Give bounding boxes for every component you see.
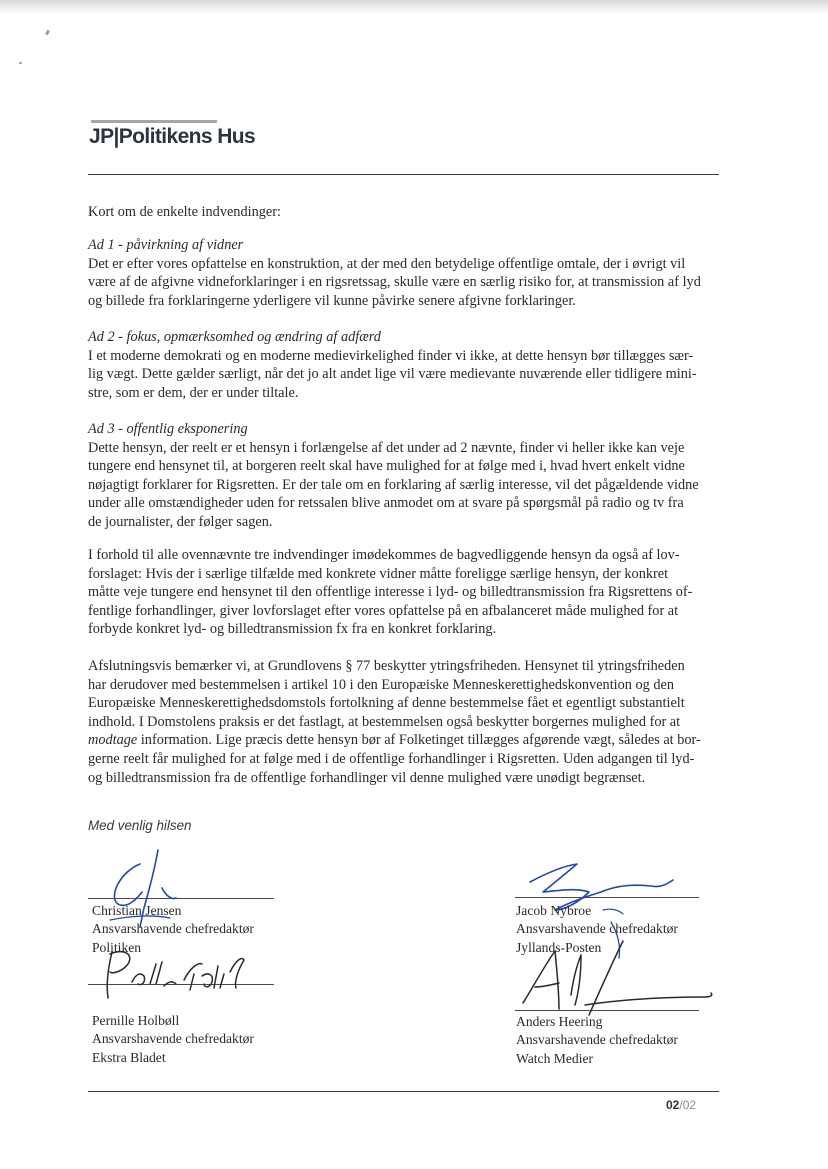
paragraph-line: forslaget: Hvis der i særlige tilfælde med konkrete vidner måtte foreligge særlige hensyn, der konkret: [88, 565, 669, 582]
signatory-outlet: Politiken: [92, 939, 142, 955]
paragraph-line: indhold. I Domstolens praksis er det fastlagt, at bestemmelsen også beskytter borgernes mulighed for at: [88, 713, 681, 730]
signatory-title: Ansvarshavende chefredaktør: [516, 1032, 678, 1048]
signatory-name: Anders Heering: [516, 1014, 603, 1029]
section-3: [88, 420, 718, 532]
signatory-outlet: Ekstra Bladet: [92, 1049, 166, 1065]
intro-text: Kort om de enkelte indvendinger:: [88, 204, 281, 220]
signature-anders-heering: [515, 935, 725, 1025]
closing-greeting: Med venlig hilsen: [88, 818, 192, 833]
signatory-outlet: Jyllands-Posten: [516, 939, 602, 955]
scan-speck: [45, 30, 50, 36]
paragraph-line: Afslutningsvis bemærker vi, at Grundlovens § 77 beskytter ytringsfriheden. Hensynet til ytringsfriheden: [88, 658, 685, 674]
paragraph-line: måtte veje tungere end hensynet til den offentlige interesse i lyd- og billedtransmission fra Rigsrettens of-: [88, 584, 693, 601]
paragraph-line-rest: information. Lige præcis dette hensyn bør af Folketinget tillægges afgørende vægt, således at bor-: [137, 732, 701, 749]
page-separator: /: [679, 1098, 683, 1112]
section-2: [88, 328, 718, 402]
signatory-name: Pernille Holbøll: [92, 1013, 180, 1028]
page-number: [666, 1098, 696, 1112]
footer-divider: [88, 1091, 719, 1092]
section-2-line: stre, som er dem, der er under tiltale.: [88, 384, 299, 401]
company-logo: JP|Politikens Hus: [89, 125, 256, 148]
section-2-line: lig vægt. Dette gælder særligt, når det jo alt andet lige vil være medievante nuværende eller tidligere mini-: [88, 366, 697, 383]
section-1-line: være af de afgivne vidneforklaringer i en rigsretssag, skulle være en særlig risiko for, at transmission af lyd: [88, 274, 701, 291]
signatory-title: Ansvarshavende chefredaktør: [92, 921, 254, 937]
paragraph-line: og billedtransmission fra de offentlige forhandlinger vil denne mulighed være unødigt begrænset.: [88, 769, 646, 786]
signature-pernille-holbøll: [98, 944, 258, 1004]
header-divider: [88, 174, 719, 175]
section-3-line: tungere end hensynet til, at borgeren reelt skal have mulighed for at følge med i, hvad hvert enkelt vidne: [88, 458, 685, 475]
paragraph-bill-response: [88, 546, 718, 639]
logo-accent-bar: [91, 120, 217, 123]
paragraph-line: fentlige forhandlinger, giver lovforslaget efter vores opfattelse på en afbalanceret måde mulighed for at: [88, 602, 679, 619]
paragraph-conclusion: [88, 657, 718, 787]
section-3-line: de journalister, der følger sagen.: [88, 513, 273, 530]
section-3-heading: Ad 3 - offentlig eksponering: [88, 421, 248, 437]
section-1-line: Det er efter vores opfattelse en konstruktion, at der med den betydelige offentlige omtale, der i øvrigt vil: [88, 255, 686, 272]
paragraph-line: forbyde konkret lyd- og billedtransmission fx fra en konkret forklaring.: [88, 621, 497, 638]
signatory-block-ekstra-bladet: [92, 1012, 254, 1067]
paragraph-line: I forhold til alle ovennævnte tre indvendinger imødekommes de bagvedliggende hensyn da også af lov-: [88, 547, 680, 563]
section-2-line: I et moderne demokrati og en moderne medievirkelighed finder vi ikke, at dette hensyn bør tillægges sær-: [88, 347, 694, 364]
page-total: 02: [682, 1098, 697, 1112]
signatory-title: Ansvarshavende chefredaktør: [92, 1031, 254, 1047]
section-1-line: og billede fra forklaringerne yderligere vil kunne påvirke senere afgivne forklaringer.: [88, 292, 576, 309]
section-3-line: under alle omstændigheder uden for retssalen blive anmodet om at svare på spørgsmål på radio og tv fra: [88, 495, 684, 512]
scan-speck: [19, 62, 22, 64]
section-1-heading: Ad 1 - påvirkning af vidner: [88, 237, 244, 253]
signatory-block-watch-medier: [516, 1013, 678, 1068]
section-3-line: nøjagtigt forklarer for Rigsretten. Er der tale om en forklaring af særlig interesse, vil det pågældende vidne: [88, 476, 699, 493]
section-3-line: Dette hensyn, der reelt er et hensyn i forlængelse af det under ad 2 nævnte, finder vi heller ikke kan veje: [88, 439, 685, 456]
paragraph-line: gerne reelt får mulighed for at følge med i de offentlige forhandlinger i Rigsretten. Uden adgangen til lyd-: [88, 750, 695, 767]
section-1: [88, 236, 718, 310]
paragraph-line-with-emphasis: [88, 731, 718, 750]
signatory-outlet: Watch Medier: [516, 1050, 594, 1066]
scan-edge-shadow: [0, 0, 828, 14]
paragraph-line: har derudover med bestemmelsen i artikel 10 i den Europæiske Menneskerettighedskonvention og den: [88, 676, 675, 693]
page-current: 02: [666, 1098, 680, 1112]
paragraph-line: Europæiske Menneskerettighedsdomstols fortolkning af denne bestemmelse fået et egentligt substantielt: [88, 695, 685, 712]
signatory-title: Ansvarshavende chefredaktør: [516, 921, 678, 937]
signatory-name: Christian Jensen: [92, 903, 182, 918]
signatory-name: Jacob Nybroe: [516, 903, 592, 918]
emphasis-word: modtage: [88, 732, 138, 749]
section-2-heading: Ad 2 - fokus, opmærksomhed og ændring af adfærd: [88, 329, 381, 345]
